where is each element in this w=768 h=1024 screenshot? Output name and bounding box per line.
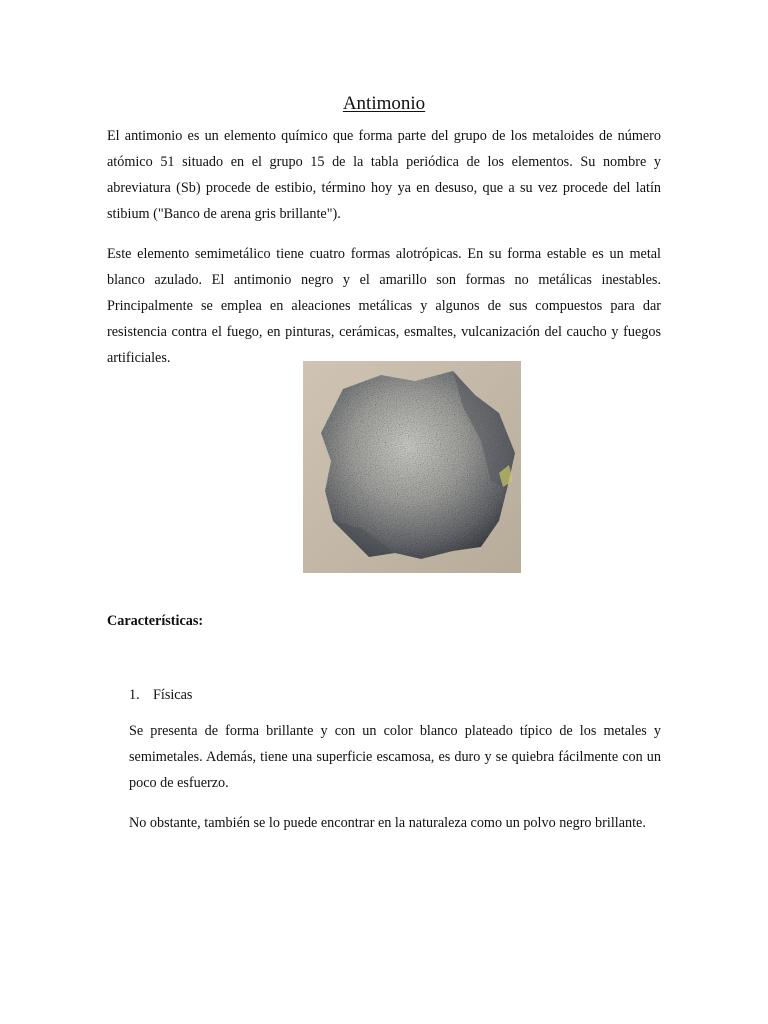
description-paragraph: Este elemento semimetálico tiene cuatro formas alotrópicas. En su forma estable es un metal blanco azulado. El antimonio negro y el amarillo son formas no metálicas inestables. Principalmente se emplea en aleaciones metálicas y algunos de sus compuestos para dar resistencia contra el fuego, en pinturas, cerámicas, esmaltes, vulcanización del caucho y fuegos artificiales. <box>107 246 661 366</box>
natural-occurrence-paragraph: No obstante, también se lo puede encontrar en la naturaleza como un polvo negro brillante. <box>129 815 646 831</box>
physical-description-paragraph: Se presenta de forma brillante y con un color blanco plateado típico de los metales y semimetales. Además, tiene una superficie escamosa, es duro y se quiebra fácilmente con un poco de esfuerzo. <box>129 723 661 791</box>
list-item-physical <box>129 684 192 706</box>
list-label: Físicas <box>153 687 193 703</box>
list-number: 1. <box>129 687 140 703</box>
page-title: Antimonio <box>342 93 426 114</box>
intro-paragraph: El antimonio es un elemento químico que forma parte del grupo de los metaloides de número atómico 51 situado en el grupo 15 de la tabla periódica de los elementos. Su nombre y abreviatura (Sb) procede de estibio, término hoy ya en desuso, que a su vez procede del latín stibium ("Banco de arena gris brillante"). <box>107 128 661 222</box>
characteristics-heading: Características: <box>107 613 204 629</box>
antimony-mineral-photo <box>303 361 521 573</box>
